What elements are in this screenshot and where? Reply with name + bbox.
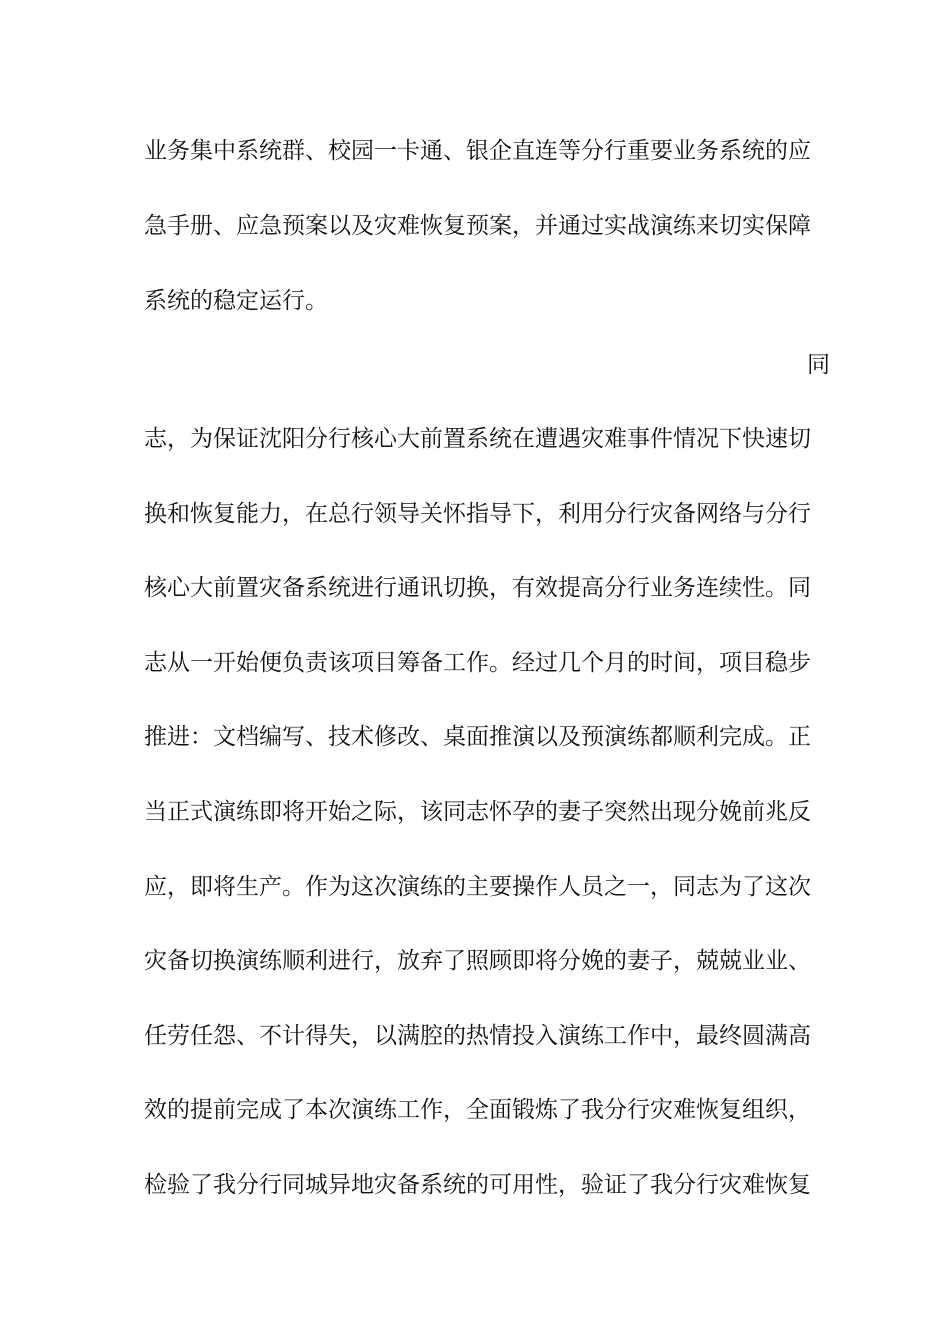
text-line-11: 应，即将生产。作为这次演练的主要操作人员之一，同志为了这次 bbox=[144, 874, 811, 900]
text-line-8: 志从一开始便负责该项目筹备工作。经过几个月的时间，项目稳步 bbox=[144, 650, 811, 676]
text-line-4: 同 bbox=[807, 352, 830, 378]
text-line-9: 推进：文档编写、技术修改、桌面推演以及预演练都顺利完成。正 bbox=[144, 724, 811, 750]
text-line-13: 任劳任怨、不计得失，以满腔的热情投入演练工作中，最终圆满高 bbox=[144, 1023, 811, 1049]
text-line-5: 志，为保证沈阳分行核心大前置系统在遭遇灾难事件情况下快速切 bbox=[144, 426, 811, 452]
text-line-7: 核心大前置灾备系统进行通讯切换，有效提高分行业务连续性。同 bbox=[144, 575, 811, 601]
text-line-3: 系统的稳定运行。 bbox=[144, 288, 328, 314]
text-line-2: 急手册、应急预案以及灾难恢复预案，并通过实战演练来切实保障 bbox=[144, 213, 811, 239]
text-line-10: 当正式演练即将开始之际，该同志怀孕的妻子突然出现分娩前兆反 bbox=[144, 799, 811, 825]
text-line-1: 业务集中系统群、校园一卡通、银企直连等分行重要业务系统的应 bbox=[144, 138, 811, 164]
text-line-15: 检验了我分行同城异地灾备系统的可用性，验证了我分行灾难恢复 bbox=[144, 1172, 811, 1198]
text-line-12: 灾备切换演练顺利进行，放弃了照顾即将分娩的妻子，兢兢业业、 bbox=[144, 948, 811, 974]
text-line-14: 效的提前完成了本次演练工作，全面锻炼了我分行灾难恢复组织， bbox=[144, 1097, 811, 1123]
text-line-6: 换和恢复能力，在总行领导关怀指导下，利用分行灾备网络与分行 bbox=[144, 501, 811, 527]
